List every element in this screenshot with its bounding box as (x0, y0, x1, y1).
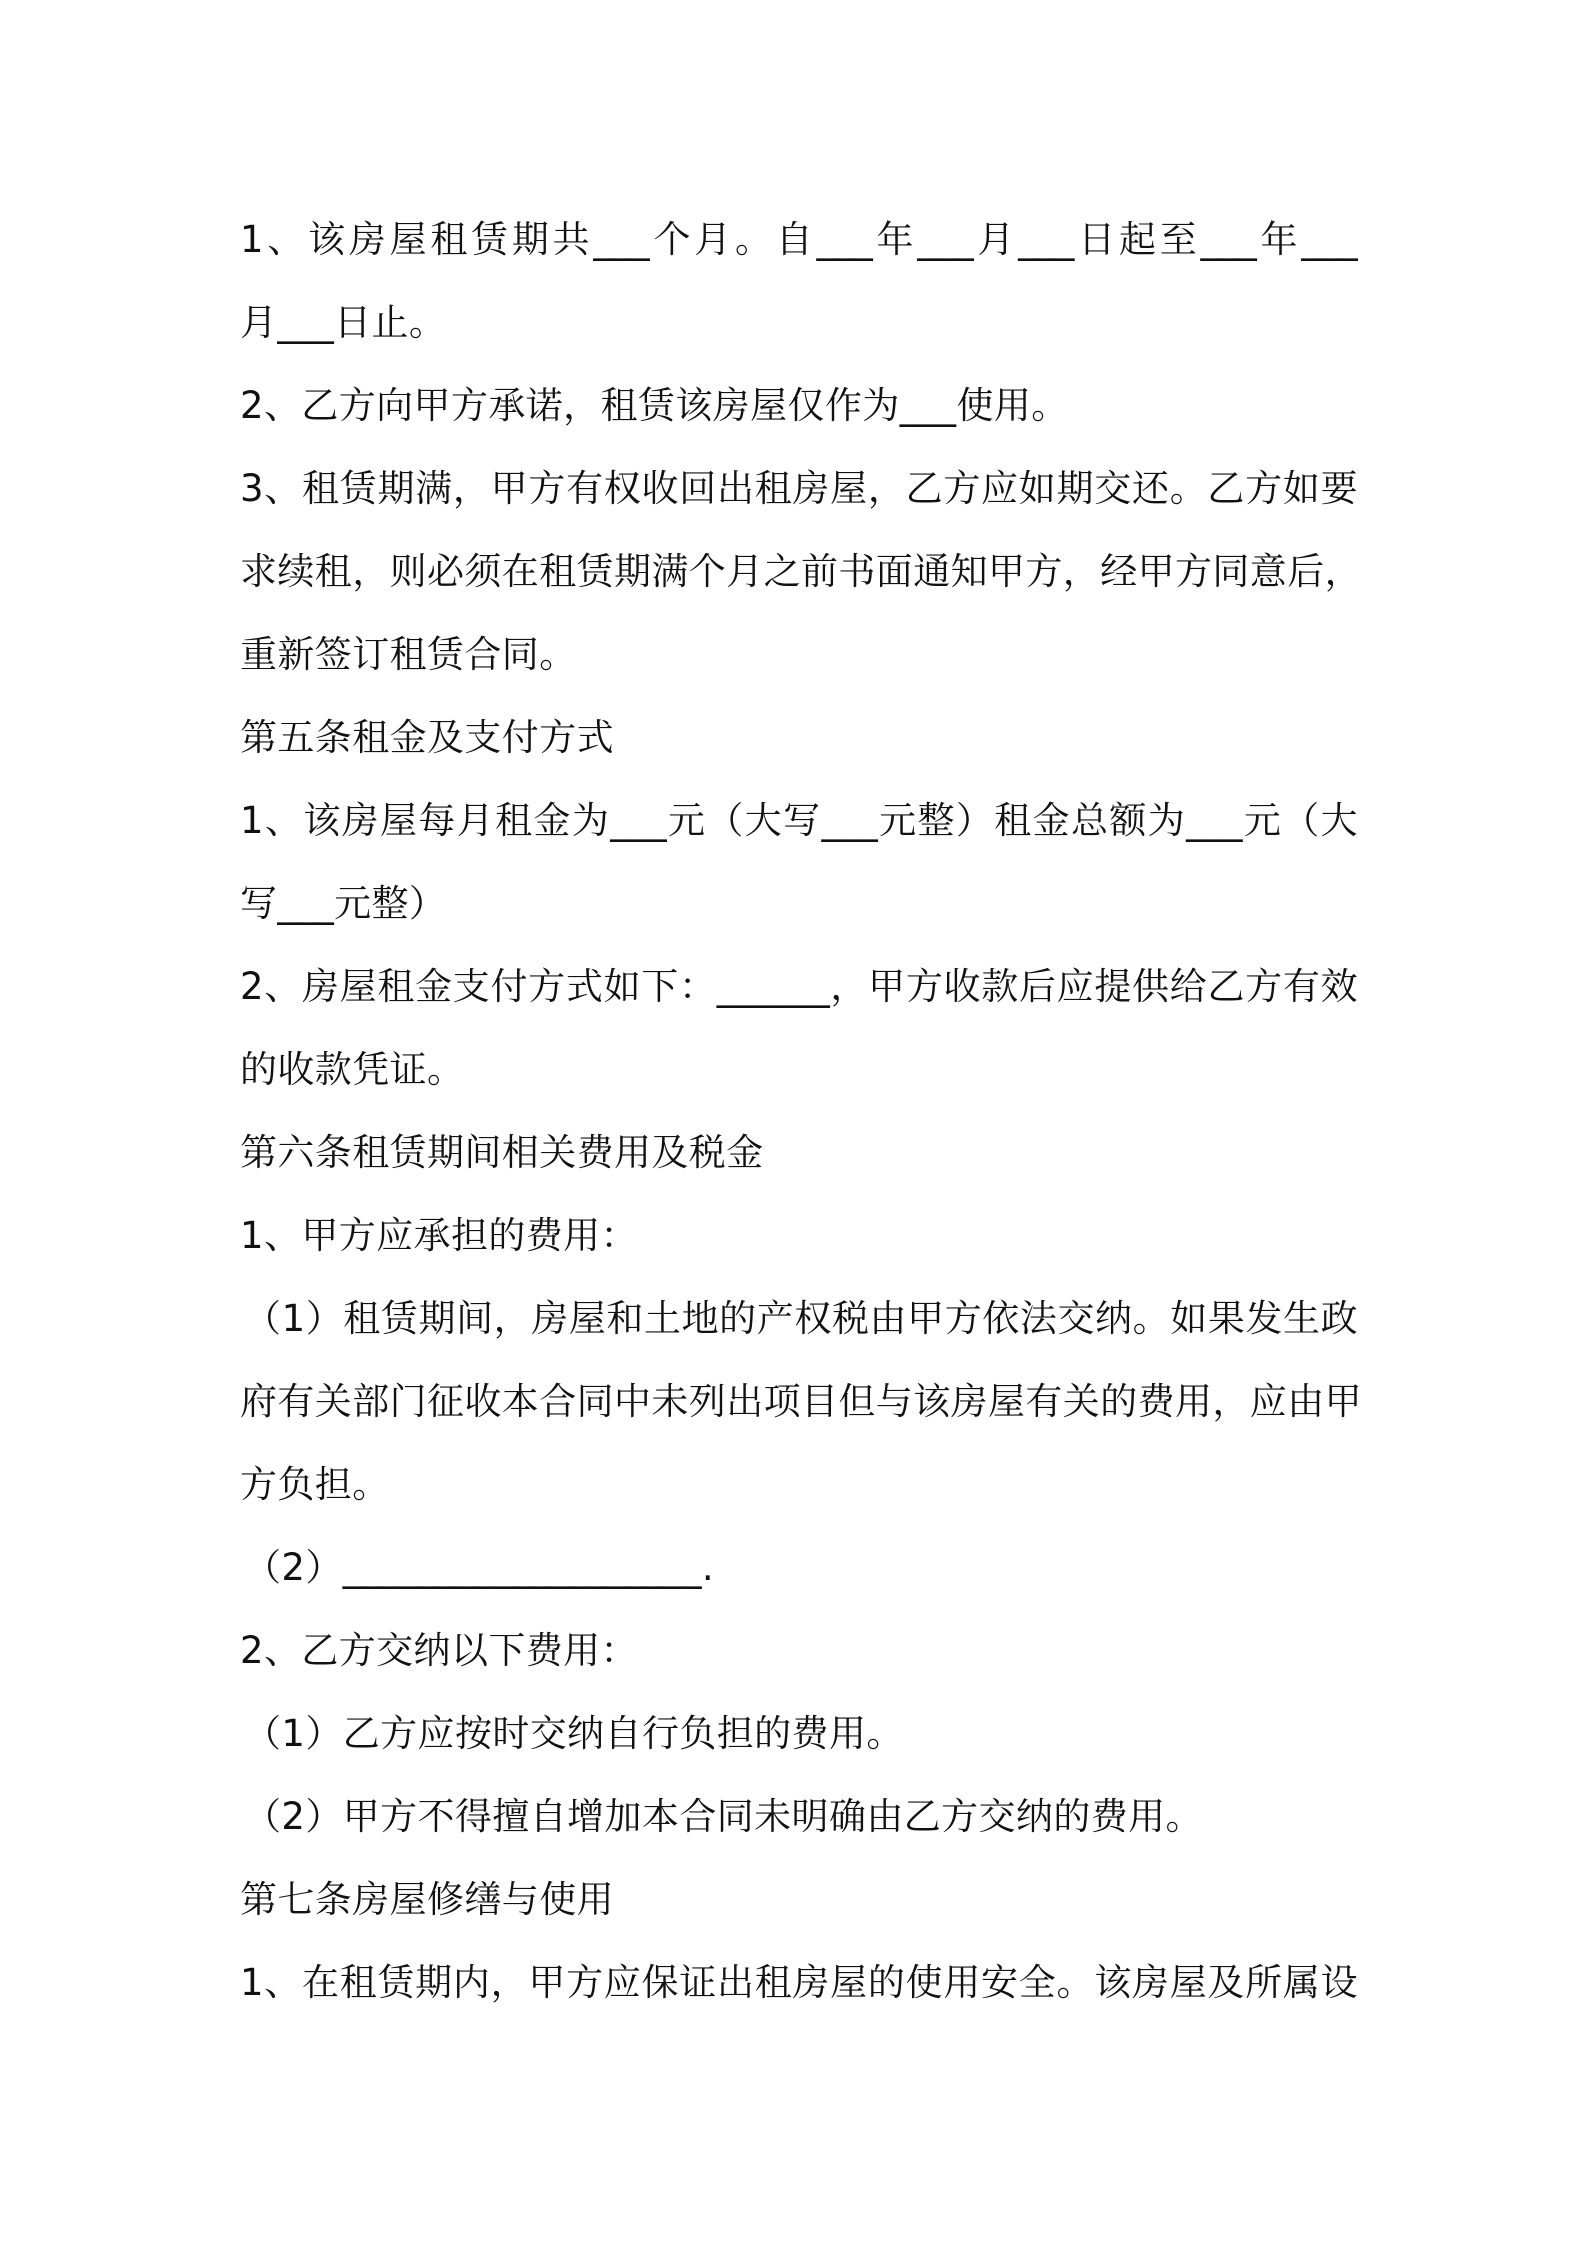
term-expiry-line-1: 3、租赁期满，甲方有权收回出租房屋，乙方应如期交还。乙方如要 (240, 467, 1358, 510)
term-lease-period-line-1: 1、该房屋租赁期共___个月。自___年___月___日起至___年___ (240, 218, 1358, 261)
term-lessor-fees-heading: 1、甲方应承担的费用： (240, 1214, 638, 1257)
term-lessor-fee-1-line-2: 府有关部门征收本合同中未列出项目但与该房屋有关的费用，应由甲 (240, 1380, 1362, 1423)
term-monthly-rent-line-1: 1、该房屋每月租金为___元（大写___元整）租金总额为___元（大 (240, 799, 1358, 842)
document-body (240, 198, 1362, 2024)
term-lessee-fee-2: （2）甲方不得擅自增加本合同未明确由乙方交纳的费用。 (244, 1795, 1203, 1838)
section-heading-article-6: 第六条租赁期间相关费用及税金 (240, 1131, 764, 1174)
term-repair-line-1: 1、在租赁期内，甲方应保证出租房屋的使用安全。该房屋及所属设 (240, 1961, 1358, 2004)
term-expiry-line-3: 重新签订租赁合同。 (240, 633, 577, 676)
term-lessor-fee-1-line-1: （1）租赁期间，房屋和土地的产权税由甲方依法交纳。如果发生政 (244, 1297, 1358, 1340)
section-heading-article-5: 第五条租金及支付方式 (240, 716, 614, 759)
term-expiry-line-2: 求续租，则必须在租赁期满个月之前书面通知甲方，经甲方同意后， (240, 550, 1362, 593)
term-payment-method-line-1: 2、房屋租金支付方式如下：______，甲方收款后应提供给乙方有效 (240, 965, 1358, 1008)
term-lessee-fee-1: （1）乙方应按时交纳自行负担的费用。 (244, 1712, 904, 1755)
term-lessor-fee-1-line-3: 方负担。 (240, 1463, 390, 1506)
term-lessee-fees-heading: 2、乙方交纳以下费用： (240, 1629, 638, 1672)
term-lease-period-line-2: 月___日止。 (240, 301, 447, 344)
term-monthly-rent-line-2: 写___元整） (240, 882, 447, 925)
section-heading-article-7: 第七条房屋修缮与使用 (240, 1878, 614, 1921)
term-lessor-fee-2: （2）___________________. (244, 1546, 715, 1589)
term-usage-promise: 2、乙方向甲方承诺，租赁该房屋仅作为___使用。 (240, 384, 1069, 427)
term-payment-method-line-2: 的收款凭证。 (240, 1048, 465, 1091)
